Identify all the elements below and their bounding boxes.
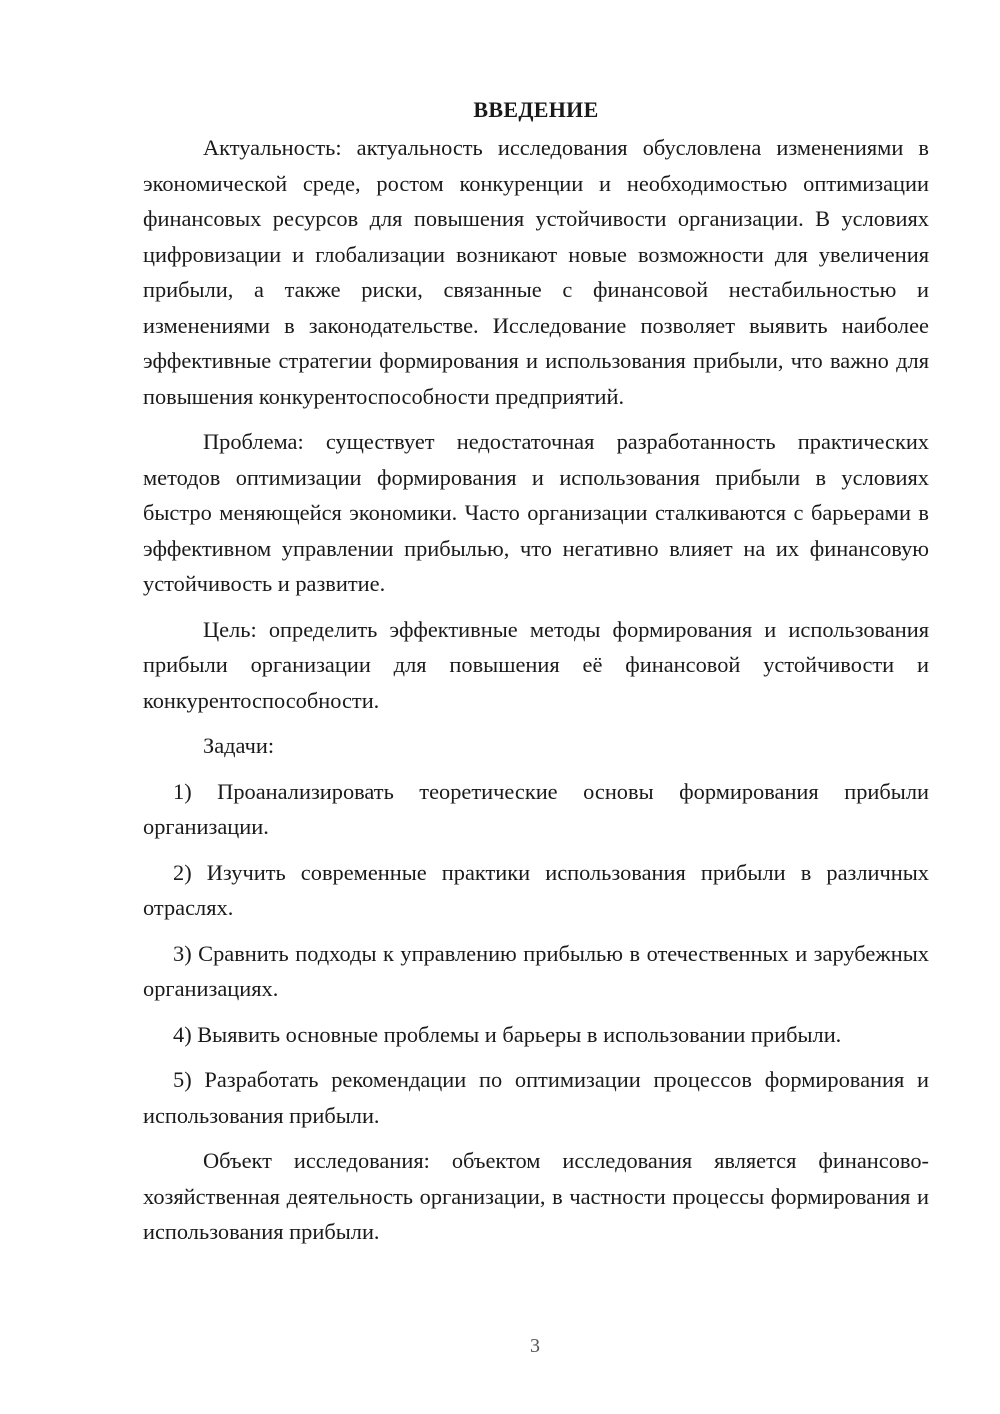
task-item-3: 3) Сравнить подходы к управлению прибылью в отечественных и зарубежных организациях. [143,940,929,1001]
tasks-heading: Задачи: [203,733,275,758]
paragraph-object: Объект исследования: объектом исследования является финансово-хозяйственная деятельность организации, в частности процессы формирования и использования прибыли. [143,1148,929,1244]
task-item-4: 4) Выявить основные проблемы и барьеры в использовании прибыли. [173,1021,842,1047]
section-title: ВВЕДЕНИЕ [473,97,599,122]
task-item-2: 2) Изучить современные практики использования прибыли в различных отраслях. [143,859,929,920]
document-page [143,95,929,1260]
paragraph-relevance: Актуальность: актуальность исследования обусловлена изменениями в экономической среде, ростом конкуренции и необходимостью оптимизации финансовых ресурсов для повышения устойчивости организации. В условиях цифровизации и глобализации возникают новые возможности для увеличения прибыли, а также риски, связанные с финансовой нестабильностью и изменениями в законодательстве. Исследование позволяет выявить наиболее эффективные стратегии формирования и использования прибыли, что важно для повышения конкурентоспособности предприятий. [143,135,929,409]
task-item-1: 1) Проанализировать теоретические основы формирования прибыли организации. [143,778,929,839]
paragraph-problem: Проблема: существует недостаточная разработанность практических методов оптимизации формирования и использования прибыли в условиях быстро меняющейся экономики. Часто организации сталкиваются с барьерами в эффективном управлении прибылью, что негативно влияет на их финансовую устойчивость и развитие. [143,429,929,596]
page-number: 3 [530,1335,540,1357]
paragraph-goal: Цель: определить эффективные методы формирования и использования прибыли организации для повышения её финансовой устойчивости и конкурентоспособности. [143,616,929,713]
task-item-5: 5) Разработать рекомендации по оптимизации процессов формирования и использования прибыли. [143,1067,929,1128]
